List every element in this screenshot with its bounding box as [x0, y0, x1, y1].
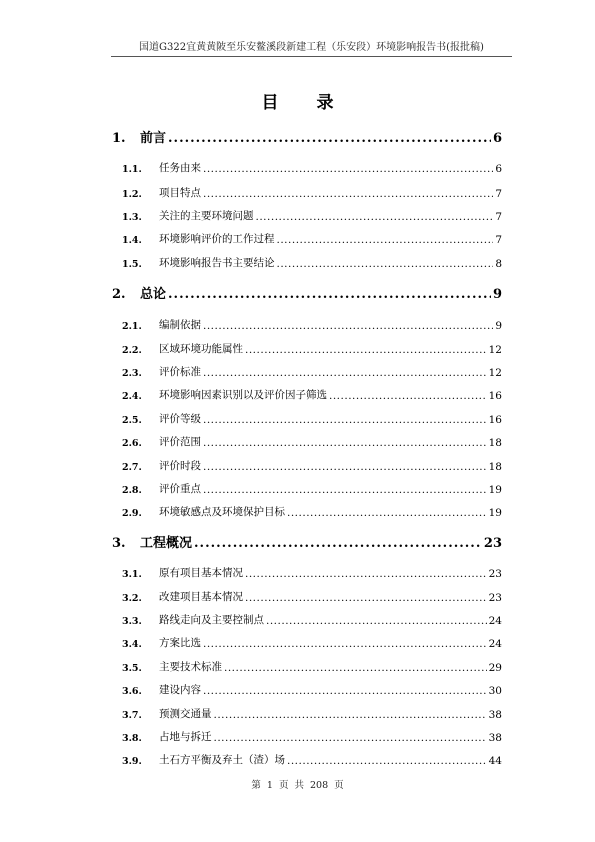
toc-entry[interactable]: [112, 458, 502, 473]
toc-dot-leader: [287, 752, 487, 767]
toc-entry-page: 18: [488, 461, 502, 473]
toc-entry-number: 2.1.: [122, 321, 142, 332]
toc-entry-page: 16: [488, 414, 502, 426]
toc-entry-number: 3.9.: [122, 756, 142, 767]
toc-dot-leader: [203, 185, 493, 200]
toc-entry-page: 23: [483, 536, 502, 551]
toc-entry-number: 3.1.: [122, 569, 142, 580]
toc-entry-number: 1.: [112, 131, 126, 146]
toc-entry-page: 23: [488, 592, 502, 604]
toc-entry-title: 总论: [140, 287, 167, 302]
toc-entry-number: 2.4.: [122, 391, 142, 402]
toc-entry-title: 任务由来: [159, 162, 201, 174]
toc-entry-number: 2.6.: [122, 438, 142, 449]
toc-dot-leader: [203, 682, 487, 697]
toc-entry-page: 6: [492, 131, 502, 146]
toc-entry-number: 3.5.: [122, 663, 142, 674]
page-header: 国道G322宜黄黄陂至乐安鳌溪段新建工程（乐安段）环境影响报告书(报批稿): [139, 42, 484, 53]
toc-entry-number: 1.3.: [122, 212, 142, 223]
toc-entry-page: 24: [488, 638, 502, 650]
toc-entry[interactable]: [112, 208, 502, 223]
toc-entry[interactable]: [112, 533, 502, 551]
toc-entry[interactable]: [112, 565, 502, 580]
toc-entry[interactable]: [112, 434, 502, 449]
toc-entry-title: 路线走向及主要控制点: [159, 614, 264, 626]
toc-entry-page: 19: [488, 484, 502, 496]
toc-entry-page: 16: [488, 390, 502, 402]
toc-entry-title: 评价时段: [159, 460, 201, 472]
toc-entry-title: 项目特点: [159, 187, 201, 199]
toc-entry-page: 7: [495, 234, 502, 246]
toc-entry-title: 原有项目基本情况: [159, 567, 243, 579]
toc-entry-number: 1.2.: [122, 189, 142, 200]
toc-entry-page: 24: [488, 615, 502, 627]
toc-entry-title: 环境影响因素识别以及评价因子筛选: [159, 389, 327, 401]
toc-dot-leader: [224, 659, 487, 674]
toc-entry-page: 12: [488, 344, 502, 356]
toc-entry-title: 关注的主要环境问题: [159, 210, 254, 222]
toc-entry-page: 9: [492, 287, 502, 302]
toc-entry[interactable]: [112, 635, 502, 650]
toc-entry-number: 1.1.: [122, 164, 142, 175]
toc-entry[interactable]: [112, 682, 502, 697]
toc-dot-leader: [203, 434, 487, 449]
toc-dot-leader: [203, 160, 493, 175]
toc-entry-title: 区域环境功能属性: [159, 343, 243, 355]
toc-entry-number: 2.9.: [122, 508, 142, 519]
toc-entry-page: 29: [488, 662, 502, 674]
toc-entry[interactable]: [112, 185, 502, 200]
toc-entry-page: 7: [495, 211, 502, 223]
toc-entry-title: 环境敏感点及环境保护目标: [159, 506, 285, 518]
toc-entry-title: 环境影响评价的工作过程: [159, 233, 275, 245]
toc-entry-number: 1.5.: [122, 259, 142, 270]
toc-entry[interactable]: [112, 481, 502, 496]
toc-entry-title: 前言: [140, 131, 167, 146]
toc-entry-number: 2.8.: [122, 485, 142, 496]
toc-dot-leader: [277, 231, 494, 246]
toc-entry-title: 预测交通量: [159, 708, 212, 720]
toc-entry-title: 主要技术标准: [159, 661, 222, 673]
toc-entry[interactable]: [112, 341, 502, 356]
toc-entry-title: 方案比选: [159, 637, 201, 649]
toc-entry-number: 3.3.: [122, 616, 142, 627]
toc-entry[interactable]: [112, 255, 502, 270]
toc-entry-page: 18: [488, 437, 502, 449]
toc-entry-title: 土石方平衡及弃土（渣）场: [159, 754, 285, 766]
toc-dot-leader: [214, 706, 487, 721]
toc-entry-number: 2.5.: [122, 415, 142, 426]
toc-entry-number: 3.2.: [122, 593, 142, 604]
toc-dot-leader: [277, 255, 494, 270]
toc-dot-leader: [203, 481, 487, 496]
toc-entry[interactable]: [112, 589, 502, 604]
toc-entry-page: 44: [488, 755, 502, 767]
toc-dot-leader: [203, 635, 487, 650]
toc-entry-page: 38: [488, 709, 502, 721]
toc-entry-page: 8: [495, 258, 502, 270]
toc-dot-leader: [203, 364, 487, 379]
toc-dot-leader: [168, 128, 491, 146]
toc-dot-leader: [287, 504, 487, 519]
toc-entry-title: 建设内容: [159, 684, 201, 696]
toc-dot-leader: [203, 458, 487, 473]
toc-entry[interactable]: [112, 504, 502, 519]
toc-dot-leader: [203, 411, 487, 426]
toc-entry-number: 3.4.: [122, 639, 142, 650]
toc-entry-title: 占地与拆迁: [159, 731, 212, 743]
toc-entry[interactable]: [112, 706, 502, 721]
toc-entry-page: 7: [495, 188, 502, 200]
toc-entry-number: 3.: [112, 536, 126, 551]
toc-entry-title: 改建项目基本情况: [159, 591, 243, 603]
toc-entry[interactable]: [112, 387, 502, 402]
toc-entry-title: 评价范围: [159, 436, 201, 448]
toc-entry-page: 19: [488, 507, 502, 519]
toc-dot-leader: [245, 589, 487, 604]
toc-title: 目 录: [261, 93, 350, 113]
toc-dot-leader: [329, 387, 487, 402]
toc-entry-title: 评价重点: [159, 483, 201, 495]
toc-entry[interactable]: [112, 752, 502, 767]
toc-entry-page: 38: [488, 732, 502, 744]
toc-entry-number: 2.: [112, 287, 126, 302]
toc-entry-page: 30: [488, 685, 502, 697]
toc-entry[interactable]: [112, 231, 502, 246]
toc-entry-number: 2.3.: [122, 368, 142, 379]
toc-entry[interactable]: [112, 411, 502, 426]
toc-entry-title: 工程概况: [140, 536, 193, 551]
toc-entry-page: 6: [495, 163, 502, 175]
toc-dot-leader: [168, 284, 491, 302]
toc-entry-number: 2.2.: [122, 345, 142, 356]
toc-entry-title: 评价标准: [159, 366, 201, 378]
toc-entry-title: 编制依据: [159, 319, 201, 331]
toc-entry[interactable]: [112, 317, 502, 332]
toc-entry[interactable]: [112, 364, 502, 379]
toc-dot-leader: [245, 341, 487, 356]
toc-entry-title: 评价等级: [159, 413, 201, 425]
toc-dot-leader: [245, 565, 487, 580]
toc-entry-page: 12: [488, 367, 502, 379]
toc-entry-number: 1.4.: [122, 235, 142, 246]
toc-entry[interactable]: [112, 160, 502, 175]
toc-entry-page: 9: [495, 320, 502, 332]
toc-entry-number: 3.6.: [122, 686, 142, 697]
toc-entry[interactable]: [112, 284, 502, 302]
toc-entry[interactable]: [112, 659, 502, 674]
toc-dot-leader: [203, 317, 493, 332]
toc-entry-number: 3.8.: [122, 733, 142, 744]
toc-dot-leader: [214, 729, 487, 744]
toc-dot-leader: [256, 208, 494, 223]
toc-dot-leader: [266, 612, 487, 627]
toc-entry-title: 环境影响报告书主要结论: [159, 257, 275, 269]
toc-entry-number: 2.7.: [122, 462, 142, 473]
toc-entry-number: 3.7.: [122, 710, 142, 721]
toc-entry[interactable]: [112, 729, 502, 744]
toc-entry-page: 23: [488, 568, 502, 580]
toc-entry[interactable]: [112, 128, 502, 146]
header-rule: [111, 56, 512, 57]
toc-dot-leader: [194, 533, 482, 551]
toc-entry[interactable]: [112, 612, 502, 627]
page-footer: 第 1 页 共 208 页: [251, 780, 344, 791]
